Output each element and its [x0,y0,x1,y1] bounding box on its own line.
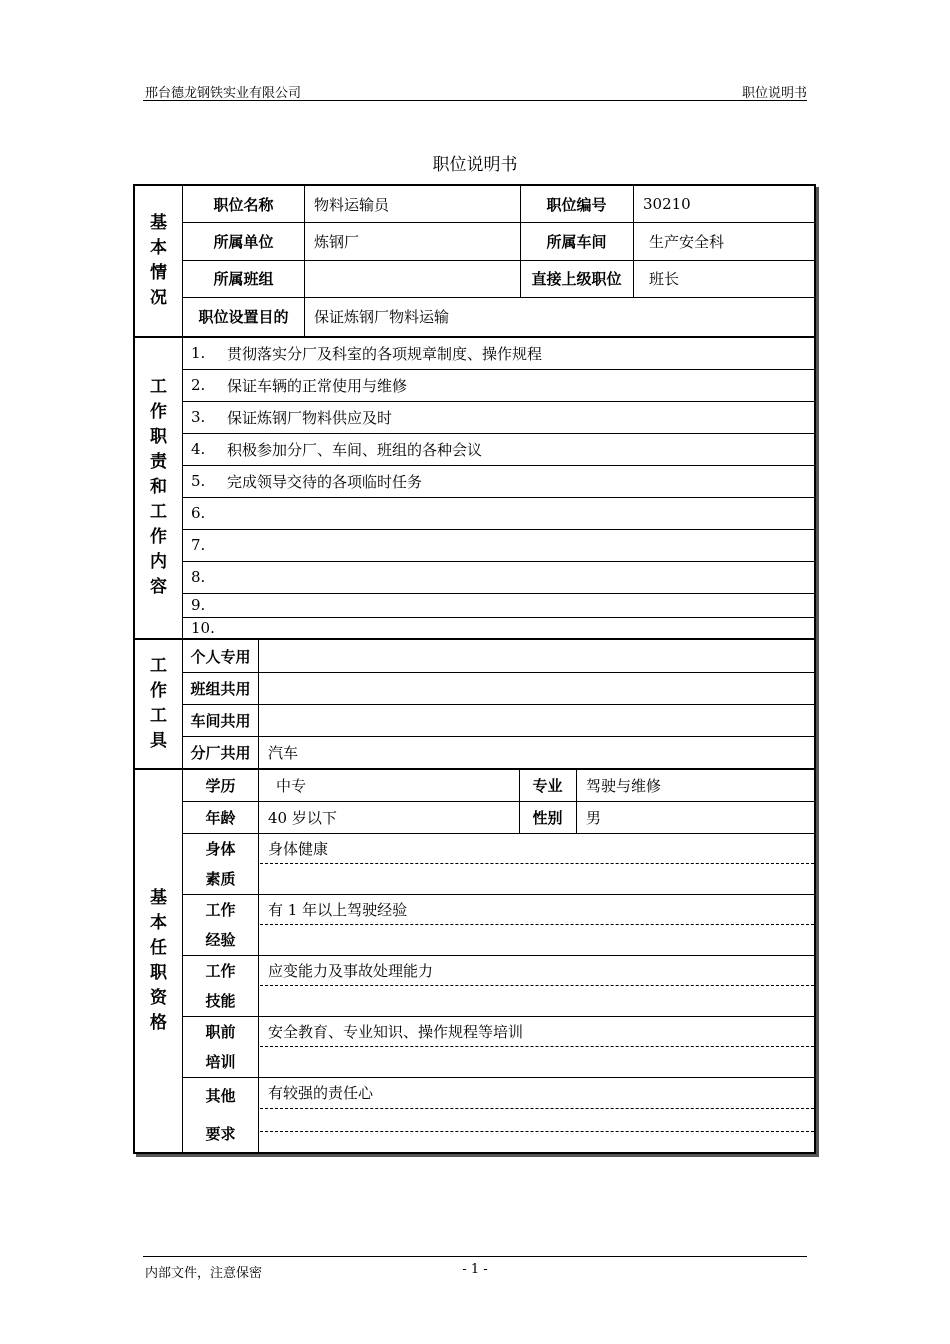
grid-line [183,260,814,261]
section-tools-label: 工 作 工 具 [150,656,167,751]
experience-label: 工作 经验 [205,900,236,950]
grid-line [258,640,259,768]
grid-line [183,369,814,370]
grid-line [183,617,814,618]
grid-line [520,186,521,297]
duty-item: 1. 贯彻落实分厂及科室的各项规章制度、操作规程 [191,344,543,363]
tool-label: 分厂共用 [190,743,251,762]
education-value: 中专 [276,777,307,795]
tool-value [258,640,814,672]
company-name: 邢台德龙钢铁实业有限公司 [145,86,302,101]
grid-line [183,401,814,402]
major-label: 专业 [532,777,563,795]
physical-label: 身体 素质 [205,839,236,889]
purpose-value: 保证炼钢厂物料运输 [314,308,450,326]
skills-label: 工作 技能 [205,961,236,1011]
gender-label: 性别 [532,808,563,827]
workshop-value: 生产安全科 [649,232,725,251]
dashed-line [260,985,814,986]
grid-line [183,736,814,737]
age-label: 年龄 [205,808,236,827]
grid-line [183,433,814,434]
dashed-line [260,924,814,925]
gender-value: 男 [586,808,602,827]
section-qualifications-label: 基 本 任 职 资 格 [150,888,167,1033]
tool-label: 班组共用 [190,679,251,698]
experience-value: 有 1 年以上驾驶经验 [268,900,408,919]
superior-value: 班长 [649,270,680,288]
unit-label: 所属单位 [213,232,274,251]
position-name-value: 物料运输员 [314,195,390,214]
dashed-line [260,1131,814,1132]
position-code-label: 职位编号 [546,195,607,214]
grid-line [183,672,814,673]
tool-label: 车间共用 [190,711,251,730]
position-code-value: 30210 [643,195,691,213]
footer-rule [143,1256,807,1257]
grid-line [183,561,814,562]
section-duties [135,337,183,638]
section-duties-label: 工 作 职 责 和 工 作 内 容 [150,377,167,597]
skills-value: 应变能力及事故处理能力 [268,961,434,980]
grid-line [519,770,520,833]
grid-line [183,529,814,530]
job-description-table [133,184,816,1154]
duty-item: 8. [191,568,206,586]
header-doc-type: 职位说明书 [741,86,807,101]
grid-line [183,801,814,802]
duty-item: 5. 完成领导交待的各项临时任务 [191,472,423,491]
grid-line [183,465,814,466]
section-tools [135,640,183,768]
dashed-line [260,1108,814,1109]
tool-label: 个人专用 [190,647,251,666]
section-basic-info [135,186,183,336]
grid-line [183,222,814,223]
duty-item: 6. [191,504,206,522]
grid-line [183,497,814,498]
grid-line [304,186,305,336]
grid-line [576,770,577,833]
other-requirements-label: 其他 要求 [205,1087,236,1143]
other-requirements-value: 有较强的责任心 [268,1083,374,1102]
team-value [304,260,520,297]
education-label: 学历 [205,777,236,795]
position-name-label: 职位名称 [213,195,274,214]
grid-line [183,593,814,594]
unit-value: 炼钢厂 [314,232,360,251]
section-qualifications [135,770,183,1152]
dashed-line [260,1046,814,1047]
workshop-label: 所属车间 [546,232,607,251]
confidential-note: 内部文件，注意保密 [145,1266,263,1281]
training-value: 安全教育、专业知识、操作规程等培训 [268,1022,524,1041]
physical-value: 身体健康 [268,839,329,858]
duty-item: 7. [191,536,206,554]
tool-value [258,704,814,736]
duty-item: 9. [191,596,206,614]
grid-line [183,704,814,705]
duty-item: 10. [191,618,215,637]
page-number: - 1 - [462,1262,488,1277]
tool-value: 汽车 [268,743,299,762]
age-value: 40 岁以下 [268,808,337,827]
duty-item: 3. 保证炼钢厂物料供应及时 [191,408,393,427]
major-value: 驾驶与维修 [586,777,662,795]
duty-item: 2. 保证车辆的正常使用与维修 [191,376,408,395]
header-rule [143,100,807,101]
grid-line [633,186,634,297]
team-label: 所属班组 [213,270,274,288]
duty-item: 4. 积极参加分厂、车间、班组的各种会议 [191,440,483,459]
dashed-line [260,863,814,864]
purpose-label: 职位设置目的 [198,308,289,326]
tool-value [258,672,814,704]
superior-label: 直接上级职位 [531,270,622,288]
grid-line [183,297,814,298]
section-basic-info-label: 基 本 情 况 [150,213,167,308]
training-label: 职前 培训 [205,1022,236,1072]
document-title: 职位说明书 [432,155,518,175]
